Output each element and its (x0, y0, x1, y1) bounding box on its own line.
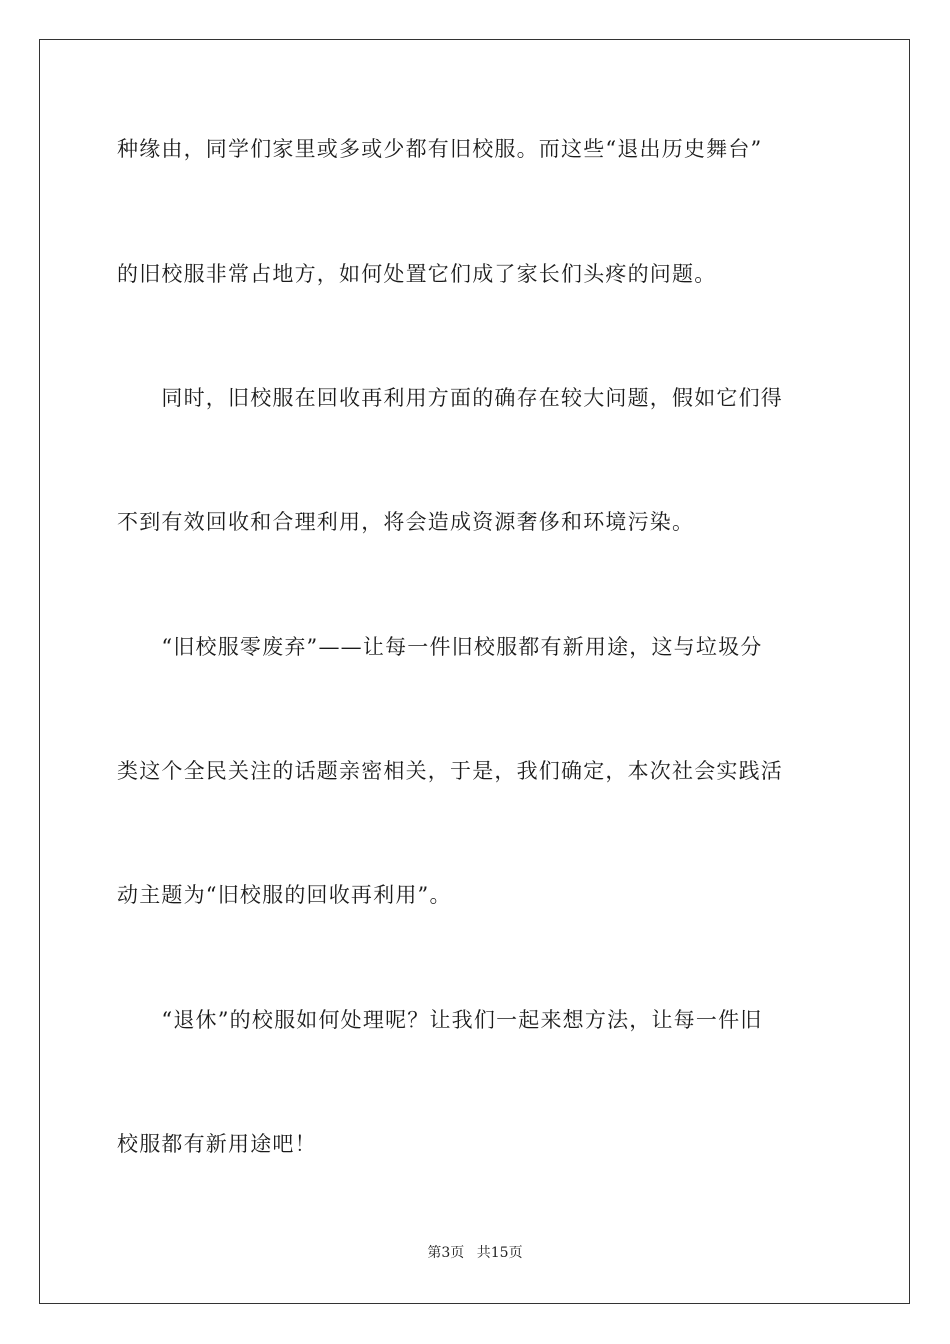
page-total: 共15页 (476, 1245, 523, 1261)
text-line: 种缘由，同学们家里或多或少都有旧校服。而这些“退出历史舞台” (117, 137, 763, 161)
text-line: 校服都有新用途吧！ (117, 1132, 317, 1156)
text-line: “旧校服零废弃”——让每一件旧校服都有新用途，这与垃圾分 (117, 635, 763, 659)
text-line: “退休”的校服如何处理呢？让我们一起来想方法，让每一件旧 (117, 1008, 763, 1032)
text-line: 不到有效回收和合理利用，将会造成资源奢侈和环境污染。 (117, 510, 695, 534)
text-line: 动主题为“旧校服的回收再利用”。 (117, 883, 452, 907)
text-line: 类这个全民关注的话题亲密相关，于是，我们确定，本次社会实践活 (117, 759, 783, 783)
page-footer (0, 1244, 950, 1262)
text-line: 的旧校服非常占地方，如何处置它们成了家长们头疼的问题。 (117, 262, 717, 286)
page-number: 第3页 (427, 1245, 465, 1261)
page-border (39, 39, 910, 1304)
text-line: 同时，旧校服在回收再利用方面的确存在较大问题，假如它们得 (117, 386, 783, 410)
